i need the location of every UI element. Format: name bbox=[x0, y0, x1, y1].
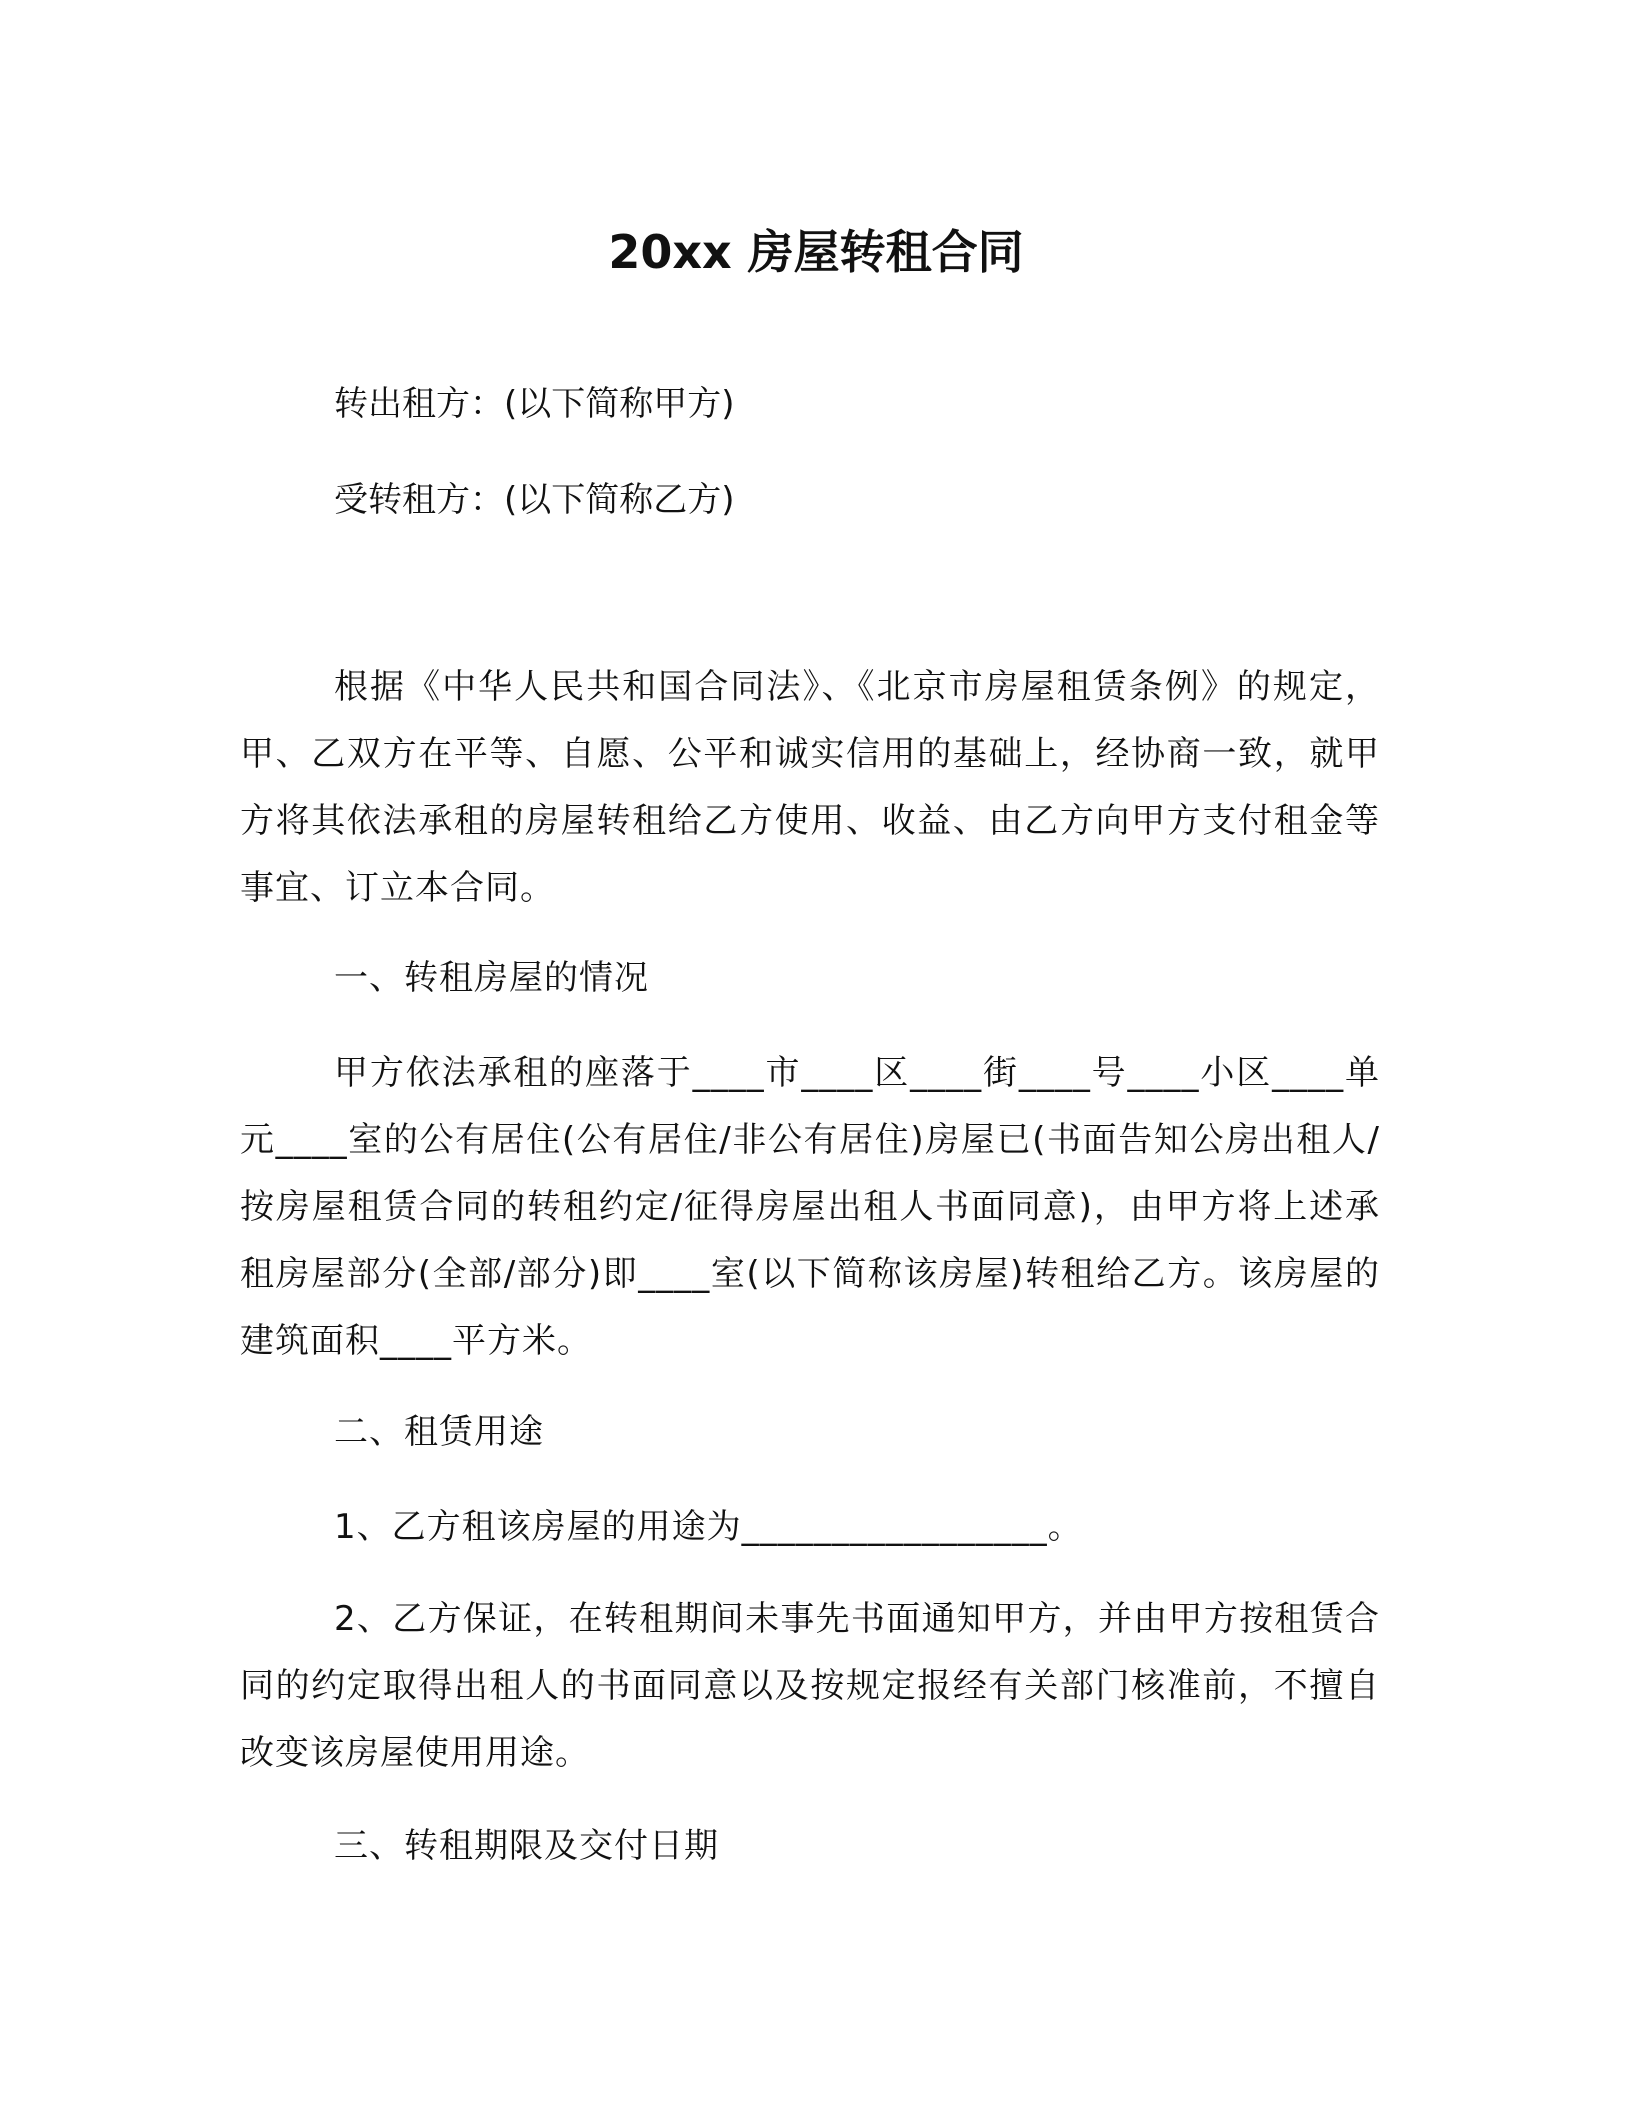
section-2-item-2: 2、乙方保证，在转租期间未事先书面通知甲方，并由甲方按租赁合同的约定取得出租人的书面同意以及按规定报经有关部门核准前，不擅自改变该房屋使用用途。 bbox=[240, 1599, 1380, 1773]
lessee-line: 受转租方：(以下简称乙方) bbox=[334, 480, 735, 520]
section-2-item-1: 1、乙方租该房屋的用途为_________________。 bbox=[334, 1507, 1083, 1547]
section-3-heading: 三、转租期限及交付日期 bbox=[334, 1826, 719, 1866]
preamble-paragraph: 根据《中华人民共和国合同法》、《北京市房屋租赁条例》的规定，甲、乙双方在平等、自愿、公平和诚实信用的基础上，经协商一致，就甲方将其依法承租的房屋转租给乙方使用、收益、由乙方向甲方支付租金等事宜、订立本合同。 bbox=[240, 667, 1380, 908]
section-2-heading: 二、租赁用途 bbox=[334, 1412, 544, 1452]
document-title: 20xx 房屋转租合同 bbox=[608, 225, 1024, 279]
section-1-paragraph: 甲方依法承租的座落于____市____区____街____号____小区____单元____室的公有居住(公有居住/非公有居住)房屋已(书面告知公房出租人/按房屋租赁合同的转租约定/征得房屋出租人书面同意)，由甲方将上述承租房屋部分(全部/部分)即____室(以下简称该房屋)转租给乙方。该房屋的建筑面积____平方米。 bbox=[240, 1053, 1380, 1361]
section-1-heading: 一、转租房屋的情况 bbox=[334, 958, 649, 998]
lessor-line: 转出租方：(以下简称甲方) bbox=[334, 384, 735, 424]
